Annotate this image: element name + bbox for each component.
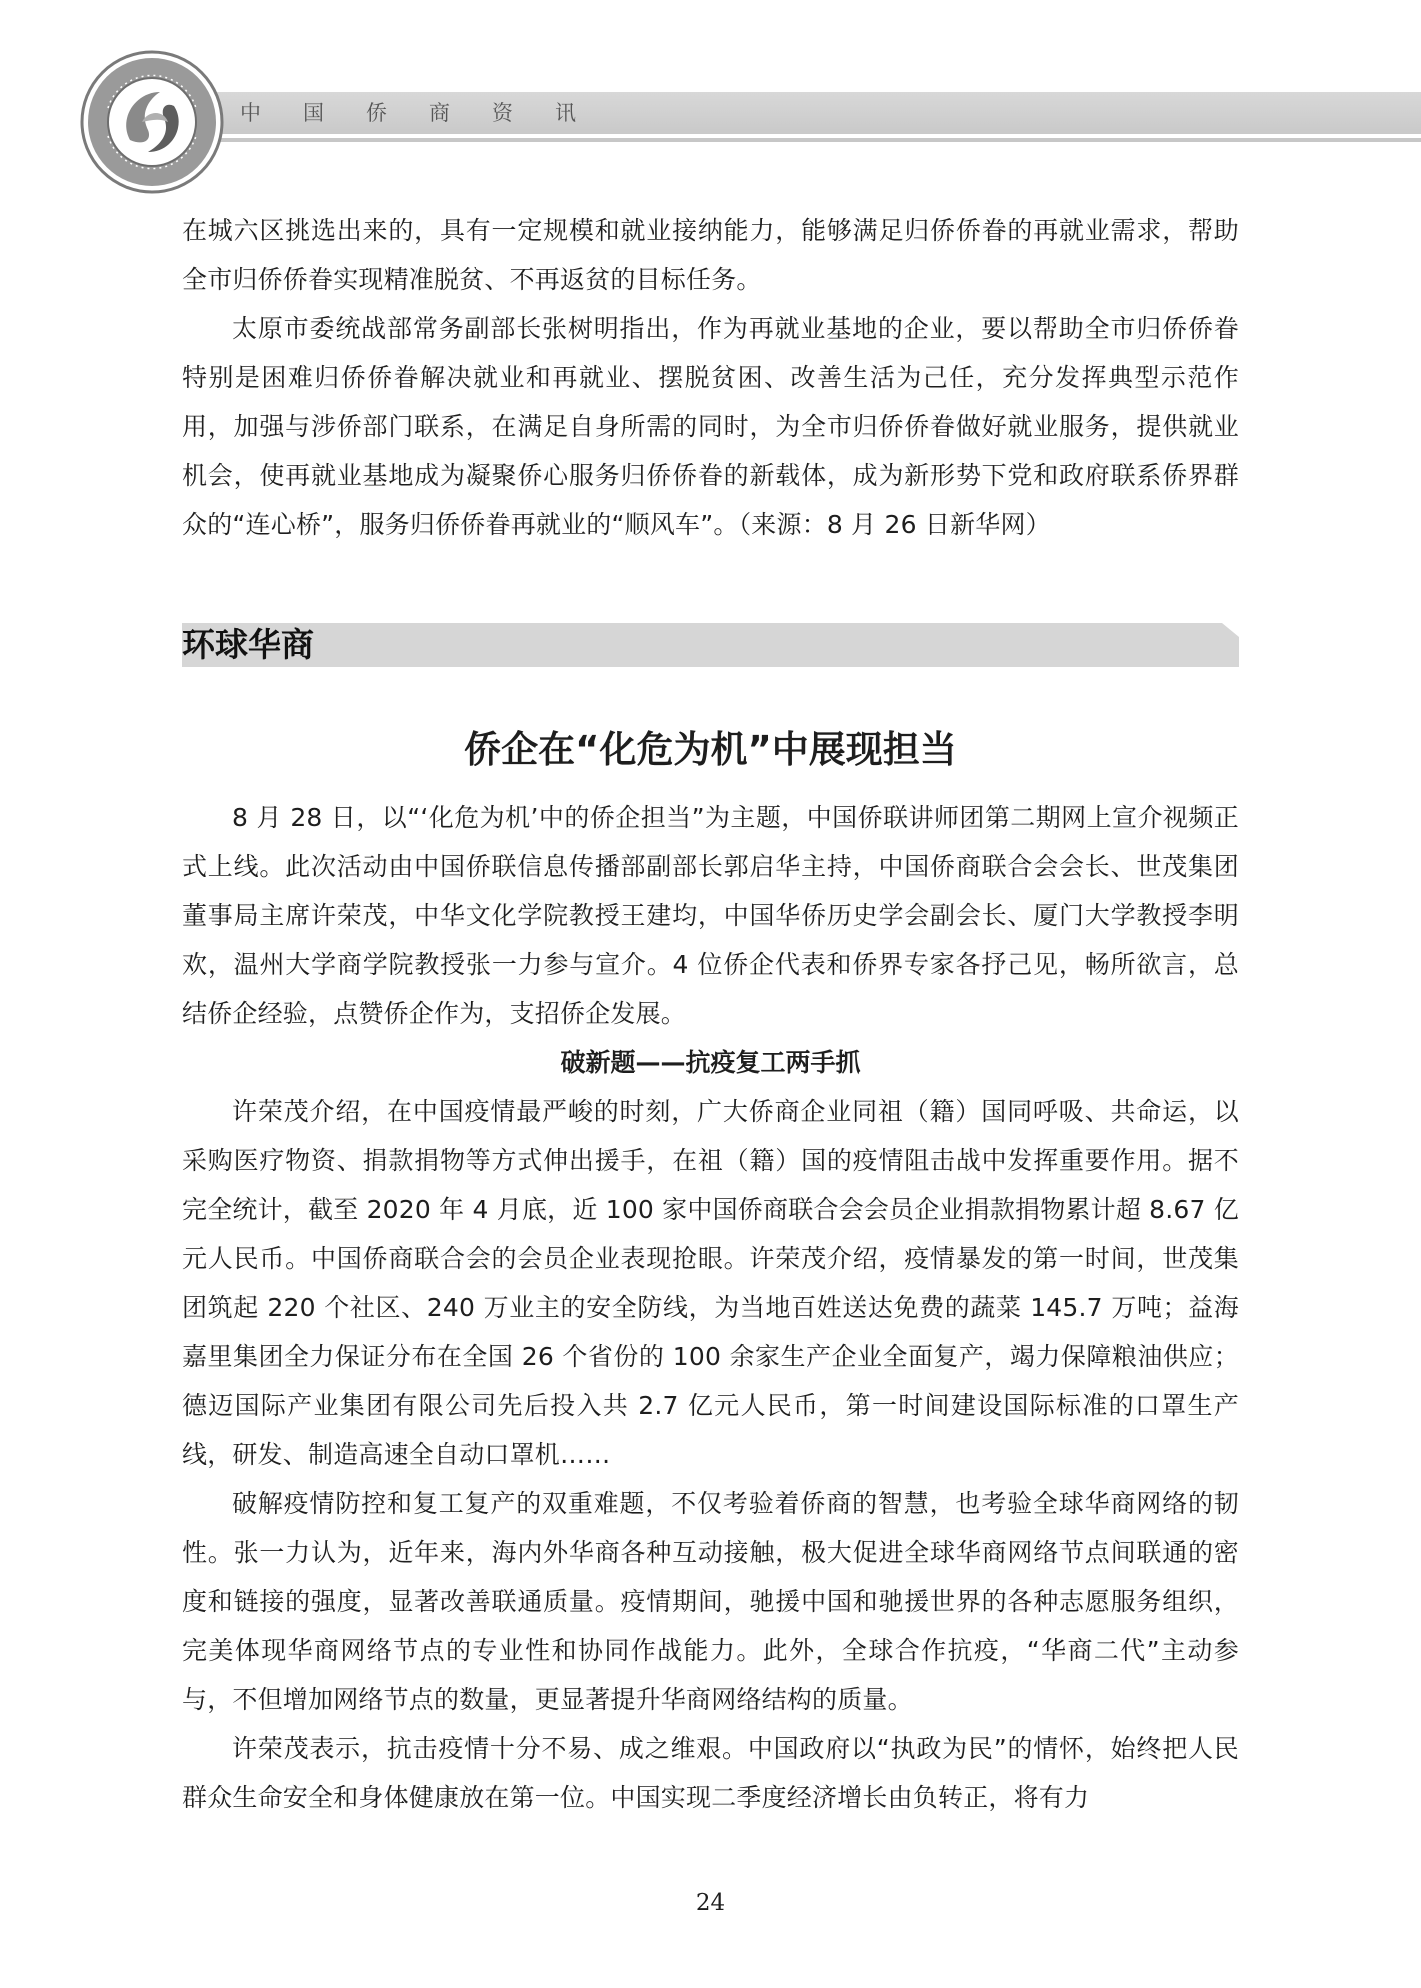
header-rule	[168, 138, 1421, 142]
intro-text	[182, 206, 1239, 549]
article-paragraph: 破解疫情防控和复工复产的双重难题，不仅考验着侨商的智慧，也考验全球华商网络的韧性。张一力认为，近年来，海内外华商各种互动接触，极大促进全球华商网络节点间联通的密度和链接的强度，显著改善联通质量。疫情期间，驰援中国和驰援世界的各种志愿服务组织，完美体现华商网络节点的专业性和协同作战能力。此外，全球合作抗疫，“华商二代”主动参与，不但增加网络节点的数量，更显著提升华商网络结构的质量。	[182, 1489, 1239, 1714]
article-paragraph: 许荣茂表示，抗击疫情十分不易、成之维艰。中国政府以“执政为民”的情怀，始终把人民群众生命安全和身体健康放在第一位。中国实现二季度经济增长由负转正，将有力	[182, 1734, 1239, 1812]
article-subheading: 破新题——抗疫复工两手抓	[560, 1048, 861, 1077]
article-body	[182, 793, 1239, 1822]
article-title: 侨企在“化危为机”中展现担当	[464, 728, 957, 771]
article-lead: 8 月 28 日，以“‘化危为机’中的侨企担当”为主题，中国侨联讲师团第二期网上宣介视频正式上线。此次活动由中国侨联信息传播部副部长郭启华主持，中国侨商联合会会长、世茂集团董事局主席许荣茂，中华文化学院教授王建均，中国华侨历史学会副会长、厦门大学教授李明欢，温州大学商学院教授张一力参与宣介。4 位侨企代表和侨界专家各抒己见，畅所欲言，总结侨企经验，点赞侨企作为，支招侨企发展。	[182, 803, 1239, 1028]
article-paragraph: 许荣茂介绍，在中国疫情最严峻的时刻，广大侨商企业同祖（籍）国同呼吸、共命运，以采购医疗物资、捐款捐物等方式伸出援手，在祖（籍）国的疫情阻击战中发挥重要作用。据不完全统计，截至 2020 年 4 月底，近 100 家中国侨商联合会会员企业捐款捐物累计超 8.67 亿元人民币。中国侨商联合会的会员企业表现抢眼。许荣茂介绍，疫情暴发的第一时间，世茂集团筑起 220 个社区、240 万业主的安全防线，为当地百姓送达免费的蔬菜 145.7 万吨；益海嘉里集团全力保证分布在全国 26 个省份的 100 余家生产企业全面复产，竭力保障粮油供应；德迈国际产业集团有限公司先后投入共 2.7 亿元人民币，第一时间建设国际标准的口罩生产线，研发、制造高速全自动口罩机……	[182, 1097, 1239, 1469]
intro-paragraph: 太原市委统战部常务副部长张树明指出，作为再就业基地的企业，要以帮助全市归侨侨眷特别是困难归侨侨眷解决就业和再就业、摆脱贫困、改善生活为己任，充分发挥典型示范作用，加强与涉侨部门联系，在满足自身所需的同时，为全市归侨侨眷做好就业服务，提供就业机会，使再就业基地成为凝聚侨心服务归侨侨眷的新载体，成为新形势下党和政府联系侨界群众的“连心桥”，服务归侨侨眷再就业的“顺风车”。（来源：8 月 26 日新华网）	[182, 314, 1239, 539]
intro-paragraph: 在城六区挑选出来的，具有一定规模和就业接纳能力，能够满足归侨侨眷的再就业需求，帮助全市归侨侨眷实现精准脱贫、不再返贫的目标任务。	[182, 216, 1239, 294]
organization-logo-icon	[78, 48, 226, 196]
section-bar	[182, 623, 1239, 667]
page-number: 24	[695, 1890, 726, 1916]
header-title: 中国侨商资讯	[240, 101, 618, 125]
section-title: 环球华商	[182, 625, 314, 664]
